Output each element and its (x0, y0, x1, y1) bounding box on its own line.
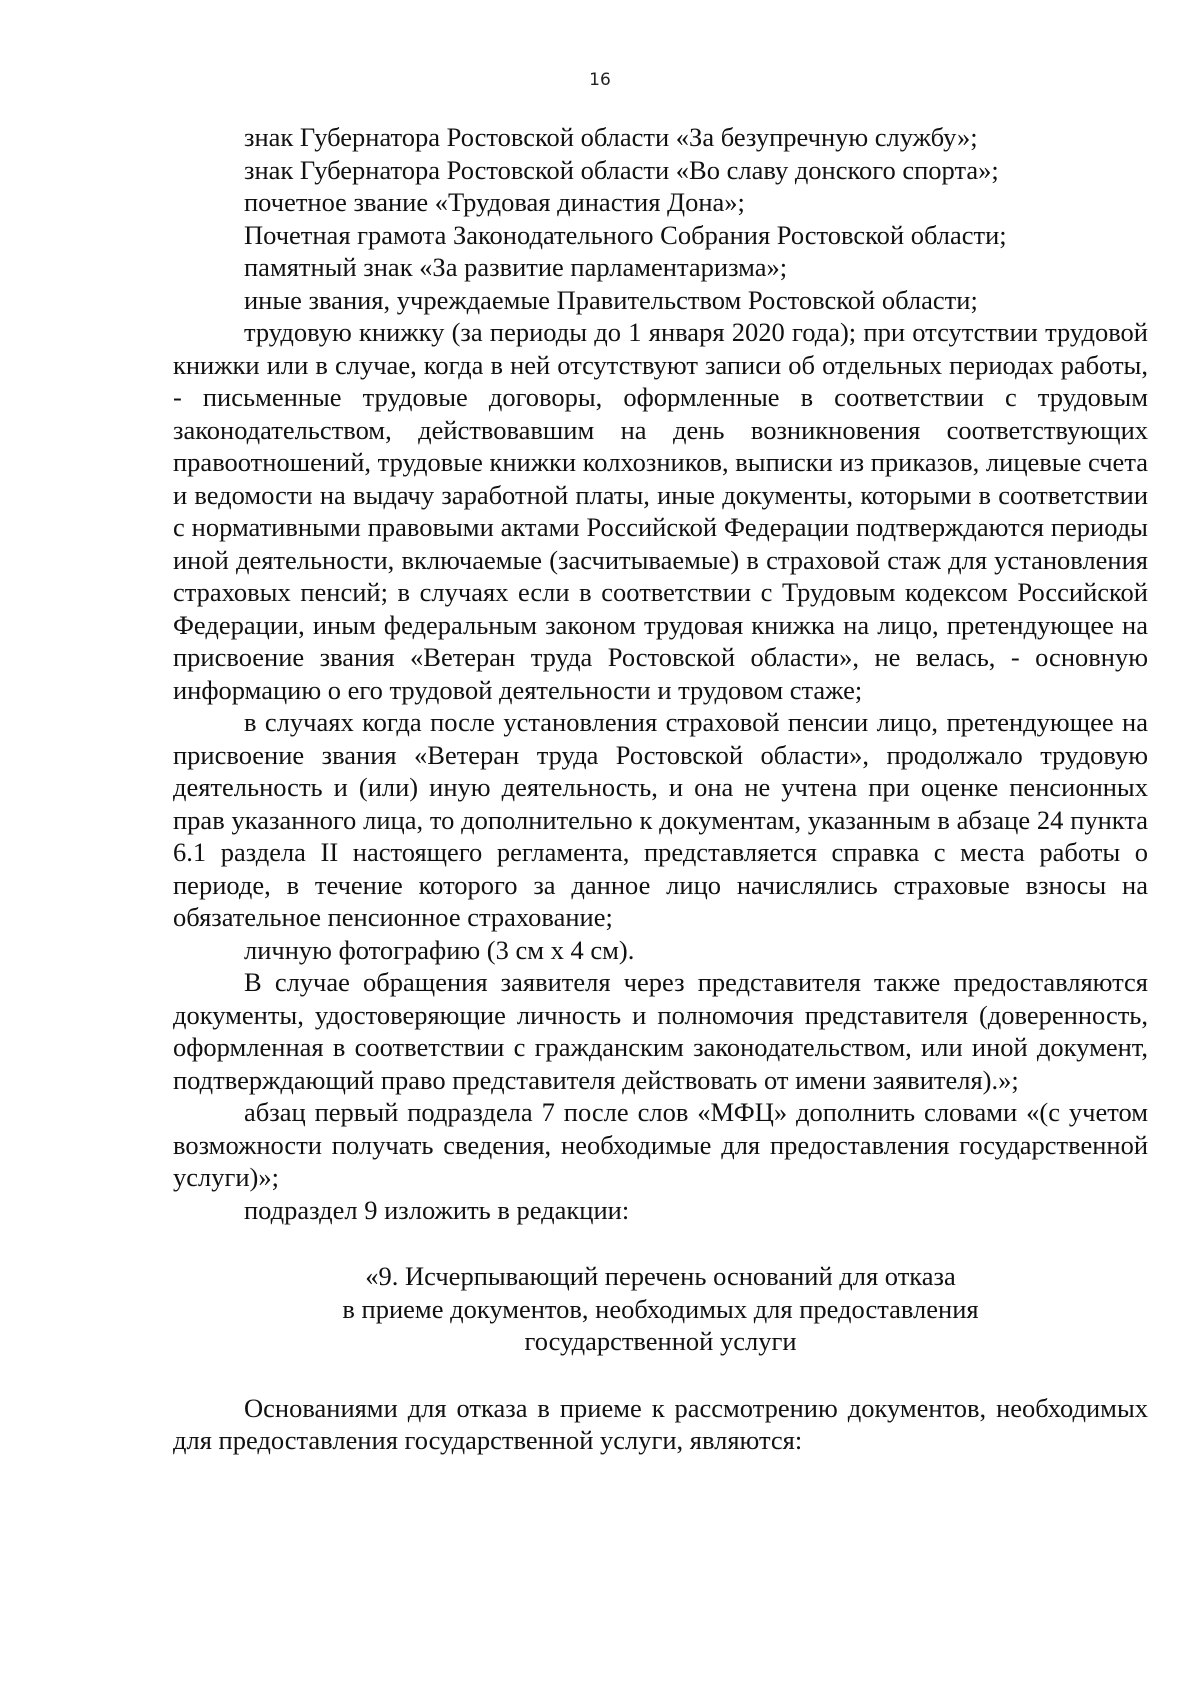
document-body (173, 121, 1148, 1457)
page-number: 16 (589, 70, 611, 90)
section-heading-line: в приеме документов, необходимых для предоставления (342, 1293, 979, 1324)
paragraph: в случаях когда после установления страховой пенсии лицо, претендующее на присвоение звания «Ветеран труда Ростовской области», продолжало трудовую деятельность и (или) иную деятельность, и она не учтена при оценке пенсионных прав указанного лица, то дополнительно к документам, указанным в абзаце 24 пункта 6.1 раздела II настоящего регламента, представляется справка с места работы о периоде, в течение которого за данное лицо начислялись страховые взносы на обязательное пенсионное страхование; (173, 707, 1148, 932)
section-heading-line: государственной услуги (524, 1326, 797, 1356)
paragraph: знак Губернатора Ростовской области «Во славу донского спорта»; (244, 154, 999, 185)
paragraph: трудовую книжку (за периоды до 1 января 2020 года); при отсутствии трудовой книжки или в случае, когда в ней отсутствуют записи об отдельных периодах работы, - письменные трудовые договоры, оформленные в соответствии с трудовым законодательством, действовавшим на день возникновения соответствующих правоотношений, трудовые книжки колхозников, выписки из приказов, лицевые счета и ведомости на выдачу заработной платы, иные документы, которыми в соответствии с нормативными правовыми актами Российской Федерации подтверждаются периоды иной деятельности, включаемые (засчитываемые) в страховой стаж для установления страховых пенсий; в случаях если в соответствии с Трудовым кодексом Российской Федерации, иным федеральным законом трудовая книжка на лицо, претендующее на присвоение звания «Ветеран труда Ростовской области», не велась, - основную информацию о его трудовой деятельности и трудовом стаже; (173, 317, 1148, 705)
paragraph: подраздел 9 изложить в редакции: (244, 1194, 630, 1225)
paragraph: личную фотографию (3 см х 4 см). (244, 934, 635, 965)
paragraph: Почетная грамота Законодательного Собрания Ростовской области; (244, 219, 1007, 250)
paragraph: памятный знак «За развитие парламентаризма»; (244, 252, 788, 282)
paragraph: знак Губернатора Ростовской области «За безупречную службу»; (244, 122, 978, 152)
section-heading (173, 1260, 1148, 1358)
paragraph: Основаниями для отказа в приеме к рассмотрению документов, необходимых для предоставления государственной услуги, являются: (173, 1392, 1148, 1455)
section-heading-line: «9. Исчерпывающий перечень оснований для отказа (365, 1261, 956, 1291)
paragraph: В случае обращения заявителя через представителя также предоставляются документы, удостоверяющие личность и полномочия представителя (доверенность, оформленная в соответствии с гражданским законодательством, или иной документ, подтверждающий право представителя действовать от имени заявителя).»; (173, 967, 1148, 1095)
paragraph: абзац первый подраздела 7 после слов «МФЦ» дополнить словами «(с учетом возможности получать сведения, необходимые для предоставления государственной услуги)»; (173, 1097, 1148, 1192)
paragraph: иные звания, учреждаемые Правительством Ростовской области; (244, 284, 978, 315)
paragraph: почетное звание «Трудовая династия Дона»; (244, 187, 745, 217)
